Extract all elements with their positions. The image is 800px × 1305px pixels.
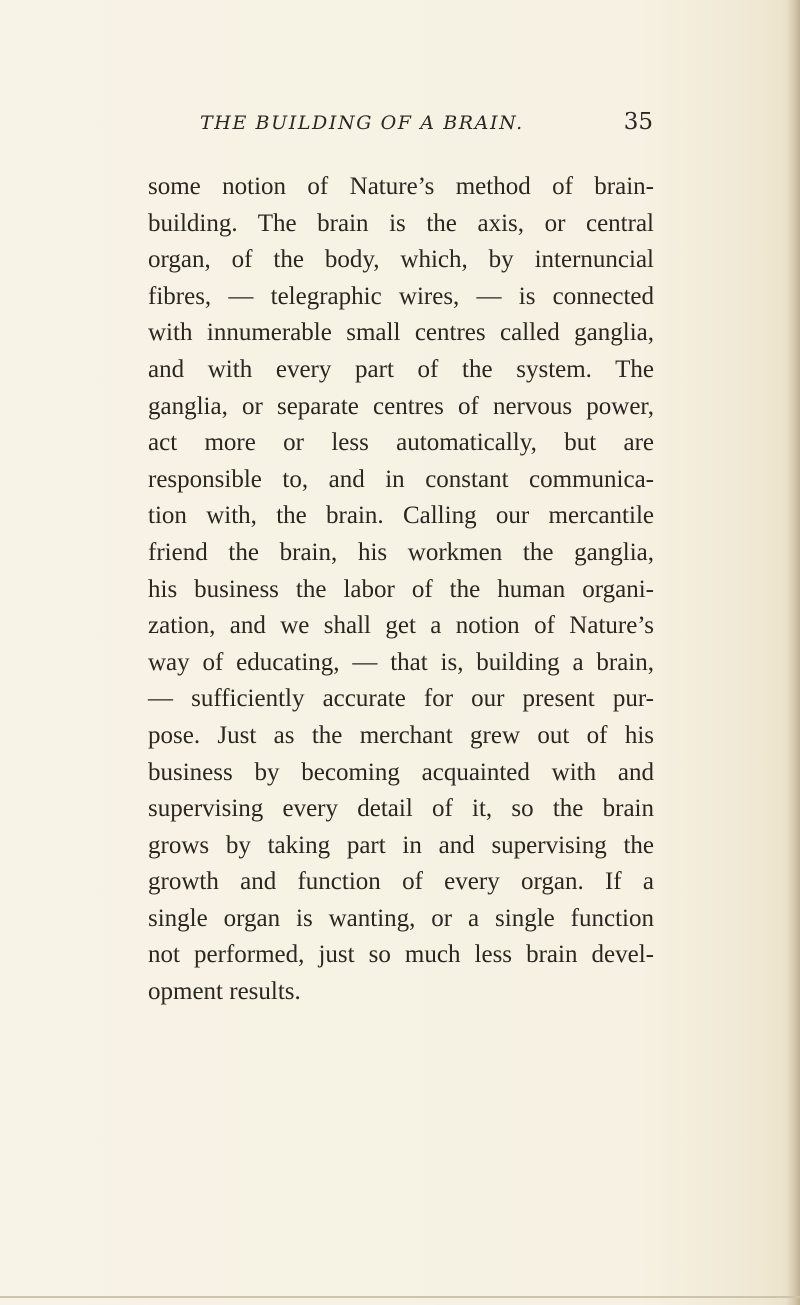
text-line: organ, of the body, which, by internuncial	[148, 246, 654, 274]
text-line: supervising every detail of it, so the brain	[148, 795, 654, 823]
text-line-last: opment results.	[148, 978, 301, 1006]
text-line: with innumerable small centres called ganglia,	[148, 319, 654, 347]
text-line: single organ is wanting, or a single function	[148, 904, 654, 932]
text-line: act more or less automatically, but are	[148, 429, 654, 457]
text-line: tion with, the brain. Calling our mercantile	[148, 502, 654, 530]
text-line: growth and function of every organ. If a	[148, 868, 654, 896]
text-line: his business the labor of the human organi-	[148, 575, 654, 603]
body-paragraph	[148, 169, 654, 1011]
text-line: zation, and we shall get a notion of Nature’s	[148, 612, 654, 640]
text-line: responsible to, and in constant communica-	[148, 465, 654, 493]
running-head	[200, 109, 653, 144]
text-line: business by becoming acquainted with and	[148, 758, 654, 786]
text-line: grows by taking part in and supervising the	[148, 831, 654, 859]
page-edge-shadow	[786, 0, 800, 1305]
running-title: THE BUILDING OF A BRAIN.	[200, 112, 524, 134]
text-line: — sufficiently accurate for our present pur-	[148, 685, 654, 713]
text-line: not performed, just so much less brain devel-	[148, 941, 654, 969]
page-bottom-edge	[0, 1296, 800, 1298]
page-number: 35	[623, 109, 653, 135]
text-line: way of educating, — that is, building a brain,	[148, 648, 654, 676]
text-line: pose. Just as the merchant grew out of his	[148, 721, 654, 749]
text-line: fibres, — telegraphic wires, — is connected	[148, 282, 654, 310]
text-line: and with every part of the system. The	[148, 355, 654, 383]
text-line: building. The brain is the axis, or central	[148, 209, 654, 237]
text-line: ganglia, or separate centres of nervous power,	[148, 392, 654, 420]
text-line: friend the brain, his workmen the ganglia,	[148, 538, 654, 566]
text-line: some notion of Nature’s method of brain-	[148, 173, 654, 200]
